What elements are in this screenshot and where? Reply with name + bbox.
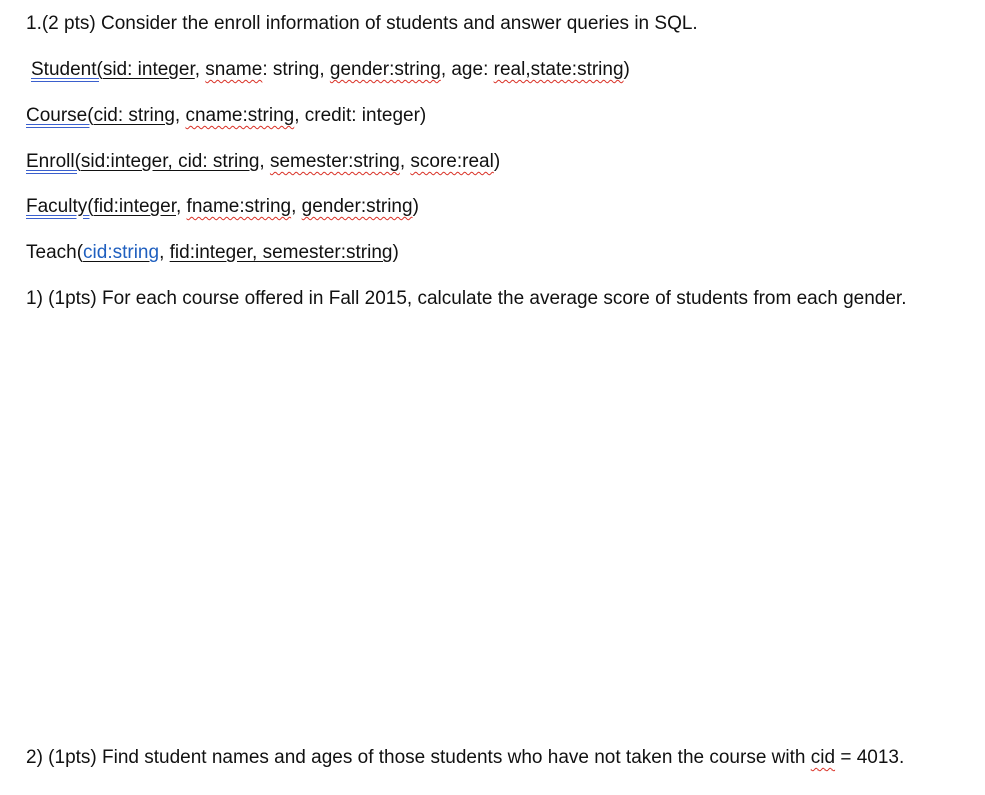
teach-key-cid: cid:string	[83, 242, 160, 263]
teach-relation-name: Teach(	[26, 242, 84, 263]
faculty-field-gender: gender:string	[301, 196, 413, 217]
faculty-field-fname: fname:string	[186, 196, 292, 217]
course-field-cname: cname:string	[185, 105, 295, 126]
faculty-key-fid: fid:integer	[93, 196, 176, 217]
enroll-key-sid-cid: sid:integer, cid: string	[80, 151, 260, 172]
enroll-field-score: score:real	[410, 151, 494, 172]
teach-schema: Teach(cid:string, fid:integer, semester:string)	[26, 242, 399, 263]
student-field-gender: gender:string	[329, 59, 441, 80]
student-field-sname: sname	[205, 59, 263, 80]
course-schema: Course(cid: string, cname:string, credit: integer)	[26, 105, 427, 126]
faculty-relation-name: Faculty(	[26, 196, 94, 217]
question-2: 2) (1pts) Find student names and ages of those students who have not taken the course with cid = 4013.	[26, 747, 905, 768]
teach-key-fid-semester: fid:integer, semester:string	[169, 242, 393, 263]
enroll-field-semester: semester:string	[269, 151, 400, 172]
student-schema: Student(sid: integer, sname: string, gender:string, age: real,state:string)	[31, 59, 630, 80]
enroll-relation-name: Enroll(	[26, 151, 81, 172]
faculty-schema: Faculty(fid:integer, fname:string, gender:string)	[26, 196, 419, 217]
course-key-cid: cid: string	[93, 105, 175, 126]
enroll-schema: Enroll(sid:integer, cid: string, semester:string, score:real)	[26, 151, 501, 172]
student-key-sid: sid: integer	[102, 59, 195, 80]
course-relation-name: Course(	[26, 105, 94, 126]
student-relation-name: Student(	[31, 59, 103, 80]
question-header: 1.(2 pts) Consider the enroll information of students and answer queries in SQL.	[26, 13, 698, 34]
student-field-age-state: real,state:string	[493, 59, 624, 80]
q2-cid: cid	[810, 747, 836, 768]
question-1: 1) (1pts) For each course offered in Fall 2015, calculate the average score of students from each gender.	[26, 288, 907, 309]
